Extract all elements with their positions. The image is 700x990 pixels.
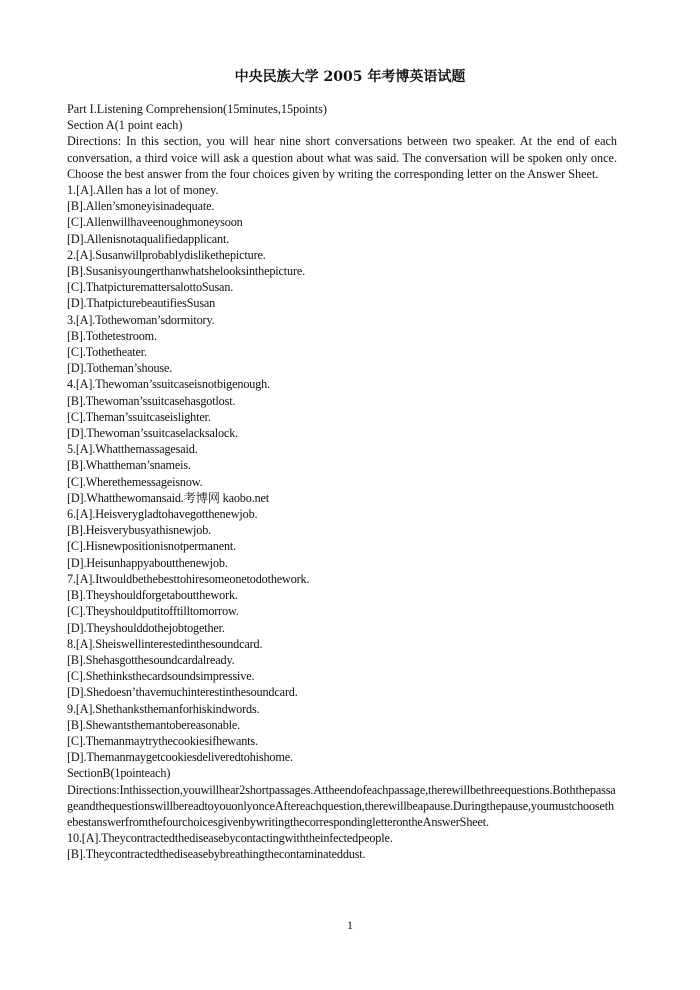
document-title: 中央民族大学 2005 年考博英语试题: [234, 69, 466, 85]
answer-option: [B].Heisverybusyathisnewjob.: [67, 523, 212, 538]
document-body: [67, 101, 617, 863]
answer-option: 10.[A].Theycontractedthediseasebycontactingwiththeinfectedpeople.: [67, 831, 393, 846]
section-a-directions: Directions: In this section, you will hear nine short conversations between two speaker. At the end of each conversation, a third voice will ask a question about what was said. The conversation will be spoken only once. Choose the best answer from the four choices given by writing the corresponding letter on the Answer Sheet.: [67, 134, 617, 181]
answer-option: 5.[A].Whatthemassagesaid.: [67, 442, 198, 457]
answer-option: [B].Shehasgotthesoundcardalready.: [67, 652, 235, 667]
section-a-items: [67, 182, 617, 765]
answer-option: [C].Shethinksthecardsoundsimpressive.: [67, 669, 255, 684]
answer-option: [B].Allen’smoneyisinadequate.: [67, 199, 215, 214]
answer-option: 7.[A].Itwouldbethebesttohiresomeonetodothework.: [67, 571, 310, 586]
answer-option: [D].Themanmaygetcookiesdeliveredtohishome.: [67, 750, 293, 765]
answer-option: [D].Totheman’shouse.: [67, 361, 173, 376]
answer-option: [D].Thewoman’ssuitcaselacksalock.: [67, 426, 239, 441]
page-number: 1: [347, 918, 353, 932]
answer-option: [C].Wherethemessageisnow.: [67, 474, 203, 489]
answer-option: [D].Heisunhappyaboutthenewjob.: [67, 555, 228, 570]
answer-option: [D].Allenisnotaqualifiedapplicant.: [67, 231, 230, 246]
section-b-heading: SectionB(1pointeach): [67, 766, 171, 781]
answer-option: 2.[A].Susanwillprobablydislikethepicture.: [67, 247, 266, 262]
answer-option: [D].Theyshoulddothejobtogether.: [67, 620, 225, 635]
answer-option: 3.[A].Tothewoman’sdormitory.: [67, 312, 215, 327]
answer-option: [C].Tothetheater.: [67, 345, 147, 360]
answer-option: [D].Shedoesn’thavemuchinterestinthesoundcard.: [67, 685, 298, 700]
answer-option: [B].Theyshouldforgetaboutthework.: [67, 588, 238, 603]
answer-option: [C].Themanmaytrythecookiesifhewants.: [67, 733, 258, 748]
section-a-heading: Section A(1 point each): [67, 118, 183, 133]
answer-option: [B].Thewoman’ssuitcasehasgotlost.: [67, 393, 236, 408]
answer-option: [B].Whattheman’snameis.: [67, 458, 191, 473]
answer-option: [B].Shewantsthemantobereasonable.: [67, 717, 241, 732]
answer-option: [C].Theman’ssuitcaseislighter.: [67, 409, 211, 424]
answer-option: 9.[A].Shethanksthemanforhiskindwords.: [67, 701, 260, 716]
answer-option: 6.[A].Heisverygladtohavegotthenewjob.: [67, 507, 258, 522]
answer-option: 4.[A].Thewoman’ssuitcaseisnotbigenough.: [67, 377, 270, 392]
answer-option: [C].ThatpicturemattersalottoSusan.: [67, 280, 234, 295]
section-b-items: [67, 830, 617, 862]
answer-option: [B].Tothetestroom.: [67, 328, 157, 343]
section-b-directions: Directions:Inthissection,youwillhear2shortpassages.Attheendofeachpassage,therewillbethreequestions.BoththepassageandthequestionswillbereadtoyouonlyonceAftereachquestion,therewillbeapause.Duringthepause,youmustchoosethebestanswerfromthefourchoicesgivenbywritingthecorrespondingletterontheAnswerSheet.: [67, 782, 616, 829]
answer-option: 1.[A].Allen has a lot of money.: [67, 183, 219, 198]
answer-option: [C].Allenwillhaveenoughmoneysoon: [67, 215, 243, 230]
answer-option: [B].Susanisyoungerthanwhatshelooksinthepicture.: [67, 264, 306, 279]
answer-option: [B].Theycontractedthediseasebybreathingthecontaminateddust.: [67, 847, 366, 862]
answer-option: [C].Theyshouldputitofftilltomorrow.: [67, 604, 239, 619]
part-heading: Part I.Listening Comprehension(15minutes,15points): [67, 102, 327, 116]
answer-option: [C].Hisnewpositionisnotpermanent.: [67, 539, 237, 554]
answer-option: [D].Whatthewomansaid.考博网 kaobo.net: [67, 490, 270, 505]
answer-option: 8.[A].Sheiswellinterestedinthesoundcard.: [67, 636, 263, 651]
answer-option: [D].ThatpicturebeautifiesSusan: [67, 296, 216, 311]
